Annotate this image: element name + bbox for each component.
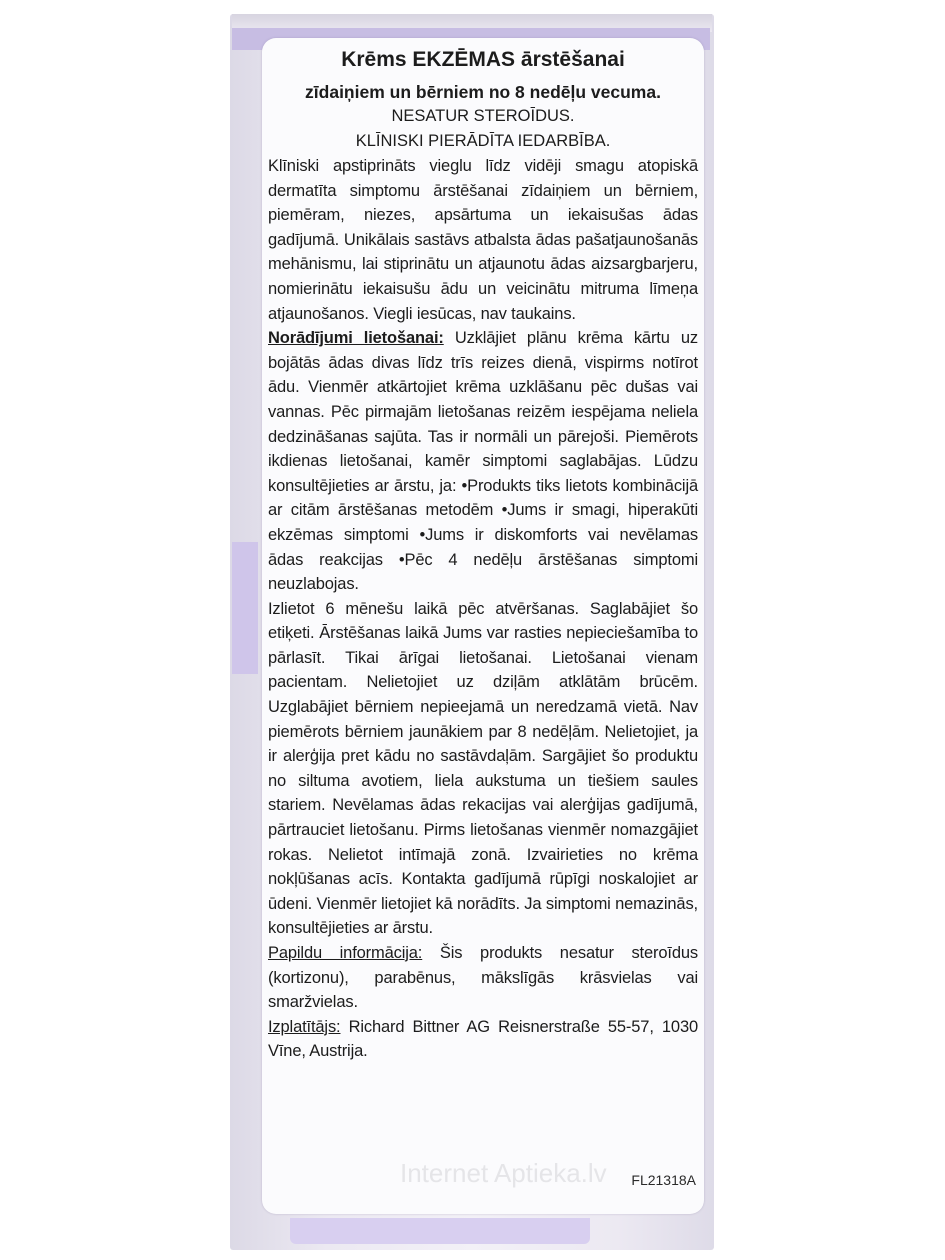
label-title: Krēms EKZĒMAS ārstēšanai bbox=[341, 48, 625, 71]
extra-info-heading: Papildu informācija: bbox=[268, 944, 423, 962]
label-subtitle: zīdaiņiem un bērniem no 8 nedēļu vecuma. bbox=[305, 82, 661, 102]
intro-paragraph: Klīniski apstiprināts vieglu līdz vidēji smagu atopiskā dermatīta simptomu ārstēšanai zīdaiņiem un bērniem, piemēram, niezes, apsārtuma un iekaisušas ādas gadījumā. Unikālais sastāvs atbalsta ādas pašatjaunošanās mehānismu, lai stiprinātu un atjaunotu ādas aizsargbarjeru, nomierinātu iekaisušu ādu un veicinātu mitruma līmeņa atjaunošanos. Viegli iesūcas, nav taukains. bbox=[268, 157, 698, 323]
distributor-text: Richard Bittner AG Reisnerstraße 55-57, 1030 Vīne, Austrija. bbox=[268, 1017, 698, 1061]
watermark: Internet Aptieka.lv bbox=[400, 1158, 607, 1188]
box-purple-stripe-bottom bbox=[290, 1218, 590, 1244]
warnings-paragraph: Izlietot 6 mēnešu laikā pēc atvēršanas. Saglabājiet šo etiķeti. Ārstēšanas laikā Jums var rasties nepieciešamība to pārlasīt. Tikai ārīgai lietošanai. Lietošanai vienam pacientam. Nelietojiet uz dziļām atklātām brūcēm. Uzglabājiet bērniem nepieejamā un neredzamā vietā. Nav piemērots bērniem jaunākiem par 8 nedēļām. Nelietojiet, ja ir alerģija pret kādu no sastāvdaļām. Sargājiet šo produktu no siltuma avotiem, liela aukstuma un tiešiem saules stariem. Nevēlamas ādas rekacijas vai alerģijas gadījumā, pārtrauciet lietošanu. Pirms lietošanas vienmēr nomazgājiet rokas. Nelietot intīmajā zonā. Izvairieties no krēma nokļūšanas acīs. Kontakta gadījumā rūpīgi noskalojiet ar ūdeni. Vienmēr lietojiet kā norādīts. Ja simptomi nemazinās, konsultējieties ar ārstu. bbox=[268, 599, 698, 938]
distributor-heading: Izplatītājs: bbox=[268, 1017, 341, 1036]
extra-info-text: Šis produkts nesatur steroīdus (kortizonu), parabēnus, mākslīgās krāsvielas vai smaržvielas. bbox=[268, 944, 698, 1012]
no-steroids-line: NESATUR STEROĪDUS. bbox=[391, 107, 575, 125]
usage-heading: Norādījumi lietošanai: bbox=[268, 329, 444, 348]
clinically-proven-line: KLĪNISKI PIERĀDĪTA IEDARBĪBA. bbox=[355, 132, 611, 150]
box-purple-stripe-side bbox=[232, 542, 258, 674]
batch-code: FL21318A bbox=[631, 1172, 696, 1188]
usage-paragraph bbox=[268, 326, 698, 597]
extra-info-paragraph bbox=[268, 941, 698, 1015]
distributor-paragraph bbox=[268, 1015, 698, 1064]
instruction-label bbox=[262, 38, 704, 1214]
usage-text: Uzklājiet plānu krēma kārtu uz bojātās ādas divas līdz trīs reizes dienā, vispirms notīrot ādu. Vienmēr atkārtojiet krēma uzklāšanu pēc dušas vai vannas. Pēc pirmajām lietošanas reizēm iespējama neliela dedzināšanas sajūta. Tas ir normāli un pārejoši. Piemērots ikdienas lietošanai, kamēr simptomi saglabājas. Lūdzu konsultējieties ar ārstu, ja: •Produkts tiks lietots kombinācijā ar citām ārstēšanas metodēm •Jums ir smagi, hiperakūti ekzēmas simptomi •Jums ir diskomforts vai nevēlamas ādas reakcijas •Pēc 4 nedēļu ārstēšanas simptomi neuzlabojas. bbox=[268, 329, 698, 594]
label-content bbox=[268, 46, 698, 1064]
